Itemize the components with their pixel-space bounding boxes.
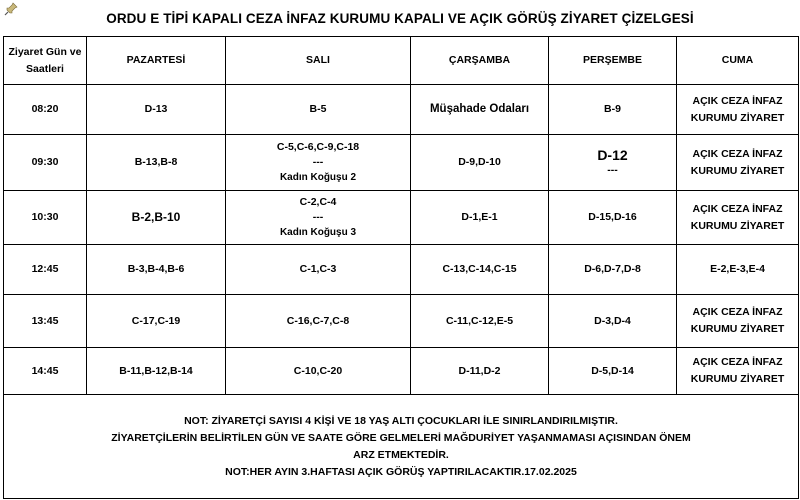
cell-line: D-3,D-4 xyxy=(594,314,631,327)
note-line: ARZ ETMEKTEDİR. xyxy=(353,448,449,461)
cell-persembe xyxy=(549,348,677,395)
cell-carsamba xyxy=(411,348,549,395)
cell-line: B-3,B-4,B-6 xyxy=(127,263,185,275)
cell-line: D-15,D-16 xyxy=(588,211,637,223)
cell-line: D-12 xyxy=(597,146,628,163)
time-cell: 12:45 xyxy=(4,245,87,295)
cell-line: B-2,B-10 xyxy=(131,210,181,224)
header-persembe: PERŞEMBE xyxy=(549,37,677,85)
cell-line: Müşahade Odaları xyxy=(429,103,530,115)
header-time-line: Saatleri xyxy=(26,62,64,75)
cell-line: D-11,D-2 xyxy=(458,364,501,377)
cell-persembe xyxy=(549,245,677,295)
cell-line: C-13,C-14,C-15 xyxy=(442,263,517,275)
cell-line: Kadın Koğuşu 2 xyxy=(279,172,357,183)
note-line: NOT:HER AYIN 3.HAFTASI AÇIK GÖRÜŞ YAPTIRILACAKTIR.17.02.2025 xyxy=(225,465,577,478)
cell-line: B-9 xyxy=(604,103,621,115)
cell-pazartesi xyxy=(87,245,226,295)
cell-line: C-11,C-12,E-5 xyxy=(445,314,514,327)
cell-persembe xyxy=(549,135,677,191)
cell-persembe xyxy=(549,191,677,245)
cell-sali xyxy=(226,245,411,295)
cell-line: B-11,B-12,B-14 xyxy=(119,364,193,377)
table-row xyxy=(4,85,799,135)
cell-cuma xyxy=(677,135,799,191)
cell-line: Kadın Koğuşu 3 xyxy=(279,227,357,238)
cell-persembe xyxy=(549,85,677,135)
header-time-line: Ziyaret Gün ve xyxy=(8,45,82,58)
cell-carsamba xyxy=(411,245,549,295)
time-cell: 10:30 xyxy=(4,191,87,245)
table-row xyxy=(4,245,799,295)
cell-line: C-16,C-7,C-8 xyxy=(286,314,350,327)
cell-line: C-1,C-3 xyxy=(299,263,337,275)
cell-line: D-9,D-10 xyxy=(458,156,501,168)
cell-line: C-5,C-6,C-9,C-18 xyxy=(276,141,360,153)
cell-line: C-2,C-4 xyxy=(299,196,337,208)
table-row xyxy=(4,135,799,191)
cell-carsamba xyxy=(411,85,549,135)
cell-line: KURUMU ZİYARET xyxy=(690,111,785,124)
table-row xyxy=(4,295,799,348)
visit-schedule-table xyxy=(3,36,799,499)
cell-line: C-17,C-19 xyxy=(131,314,181,327)
header-time xyxy=(4,37,87,85)
header-carsamba: ÇARŞAMBA xyxy=(411,37,549,85)
cell-line: AÇIK CEZA İNFAZ xyxy=(692,202,783,215)
cell-line: KURUMU ZİYARET xyxy=(690,164,785,177)
cell-cuma xyxy=(677,295,799,348)
cell-carsamba xyxy=(411,295,549,348)
header-sali: SALI xyxy=(226,37,411,85)
cell-line: KURUMU ZİYARET xyxy=(690,323,785,335)
cell-line: --- xyxy=(607,163,618,176)
cell-pazartesi xyxy=(87,85,226,135)
note-line: ZİYARETÇİLERİN BELİRTİLEN GÜN VE SAATE GÖRE GELMELERİ MAĞDURİYET YAŞANMAMASI AÇISINDAN ÖNEM xyxy=(111,431,691,444)
header-row xyxy=(4,37,799,85)
cell-line: AÇIK CEZA İNFAZ xyxy=(692,147,783,160)
cell-line: AÇIK CEZA İNFAZ xyxy=(692,94,783,107)
cell-pazartesi xyxy=(87,191,226,245)
cell-line: C-10,C-20 xyxy=(293,364,343,377)
cell-sali xyxy=(226,135,411,191)
notes-cell xyxy=(4,395,799,499)
table-row xyxy=(4,348,799,395)
cell-cuma xyxy=(677,85,799,135)
page-title: ORDU E TİPİ KAPALI CEZA İNFAZ KURUMU KAPALI VE AÇIK GÖRÜŞ ZİYARET ÇİZELGESİ xyxy=(106,11,694,26)
cell-persembe xyxy=(549,295,677,348)
cell-carsamba xyxy=(411,135,549,191)
header-cuma: CUMA xyxy=(677,37,799,85)
note-line: NOT: ZİYARETÇİ SAYISI 4 KİŞİ VE 18 YAŞ ALTI ÇOCUKLARI İLE SINIRLANDIRILMIŞTIR. xyxy=(184,414,618,427)
cell-line: D-13 xyxy=(144,103,168,115)
time-cell: 13:45 xyxy=(4,295,87,348)
cell-line: --- xyxy=(312,156,324,168)
cell-pazartesi xyxy=(87,348,226,395)
cell-line: AÇIK CEZA İNFAZ xyxy=(692,306,783,318)
time-cell: 09:30 xyxy=(4,135,87,191)
cell-line: D-5,D-14 xyxy=(591,364,634,377)
header-pazartesi: PAZARTESİ xyxy=(87,37,226,85)
notes-row xyxy=(4,395,799,499)
cell-line: E-2,E-3,E-4 xyxy=(710,263,765,275)
cell-sali xyxy=(226,295,411,348)
table-row xyxy=(4,191,799,245)
cell-line: KURUMU ZİYARET xyxy=(690,373,785,385)
cell-line: B-5 xyxy=(309,103,327,115)
cell-pazartesi xyxy=(87,295,226,348)
cell-cuma xyxy=(677,348,799,395)
cell-sali xyxy=(226,85,411,135)
cell-line: --- xyxy=(312,211,324,223)
cell-sali xyxy=(226,348,411,395)
cell-line: D-1,E-1 xyxy=(461,211,498,223)
cell-line: KURUMU ZİYARET xyxy=(690,219,785,232)
cell-cuma xyxy=(677,245,799,295)
cell-line: B-13,B-8 xyxy=(134,156,178,168)
cell-line: AÇIK CEZA İNFAZ xyxy=(692,356,783,368)
cell-cuma xyxy=(677,191,799,245)
cell-carsamba xyxy=(411,191,549,245)
cell-pazartesi xyxy=(87,135,226,191)
time-cell: 08:20 xyxy=(4,85,87,135)
time-cell: 14:45 xyxy=(4,348,87,395)
cell-sali xyxy=(226,191,411,245)
cell-line: D-6,D-7,D-8 xyxy=(584,263,641,275)
